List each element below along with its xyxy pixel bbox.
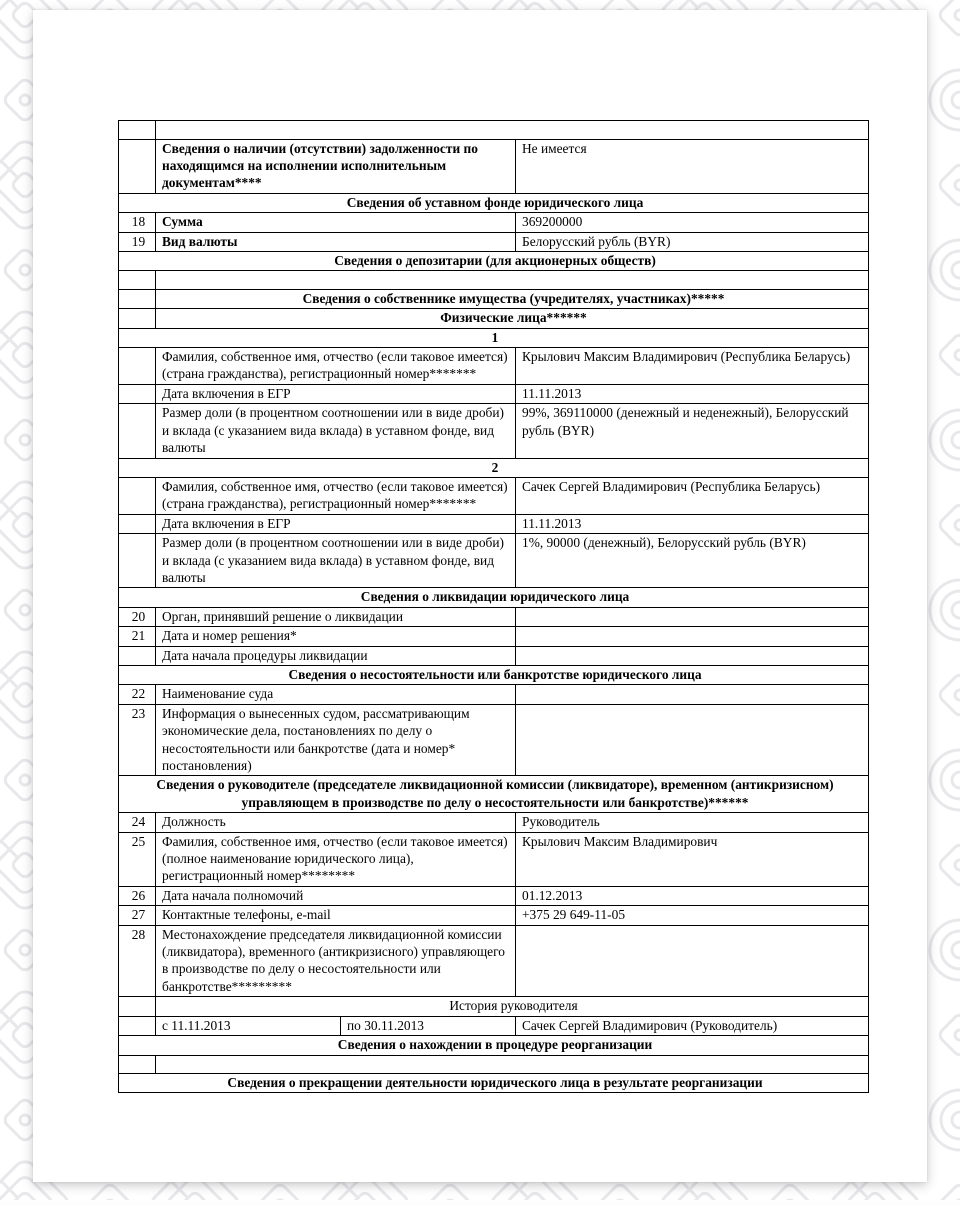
field-label: Дата начала полномочий xyxy=(156,886,516,905)
section-header-row xyxy=(119,328,869,347)
egr-extract-table xyxy=(118,120,869,1093)
section-title: Сведения о руководителе (председателе ликвидационной комиссии (ликвидаторе), временном (антикризисном) управляющем в производстве по делу о несостоятельности или банкротстве)****** xyxy=(119,776,869,813)
field-label: Сведения о наличии (отсутствии) задолженности по находящимся на исполнении исполнительным документам**** xyxy=(156,139,516,193)
section-header-row xyxy=(119,665,869,684)
section-title: Сведения о депозитарии (для акционерных обществ) xyxy=(119,251,869,270)
field-label: Фамилия, собственное имя, отчество (если таковое имеется) (полное наименование юридического лица), регистрационный номер******** xyxy=(156,832,516,886)
history-to-date: по 30.11.2013 xyxy=(341,1016,516,1035)
field-label: Дата включения в ЕГР xyxy=(156,514,516,533)
row-number-cell xyxy=(119,514,156,533)
row-number-cell xyxy=(119,139,156,193)
field-value: Сачек Сергей Владимирович (Республика Беларусь) xyxy=(516,477,869,514)
field-row xyxy=(119,704,869,776)
field-row xyxy=(119,384,869,403)
field-value xyxy=(516,627,869,646)
field-row xyxy=(119,534,869,588)
subsection-title: Физические лица****** xyxy=(156,309,869,328)
row-number-cell: 27 xyxy=(119,906,156,925)
row-number-cell xyxy=(119,534,156,588)
section-header-row xyxy=(119,251,869,270)
field-row xyxy=(119,404,869,458)
row-number-cell xyxy=(119,477,156,514)
empty-row xyxy=(119,1055,869,1074)
field-label: Размер доли (в процентном соотношении или в виде дроби) и вклада (с указанием вида вклада) в уставном фонде, вид валюты xyxy=(156,534,516,588)
field-value xyxy=(516,607,869,626)
empty-cell xyxy=(156,1055,869,1074)
field-label: Вид валюты xyxy=(156,232,516,251)
field-value xyxy=(516,685,869,704)
field-row xyxy=(119,477,869,514)
field-label: Дата начала процедуры ликвидации xyxy=(156,646,516,665)
row-number-cell xyxy=(119,121,156,140)
row-number-cell xyxy=(119,1055,156,1074)
field-value xyxy=(516,925,869,997)
subsection-header-row xyxy=(119,289,869,308)
row-number-cell: 21 xyxy=(119,627,156,646)
empty-row xyxy=(119,271,869,290)
field-row xyxy=(119,886,869,905)
row-number-cell xyxy=(119,271,156,290)
field-label: Фамилия, собственное имя, отчество (если таковое имеется) (страна гражданства), регистрационный номер******* xyxy=(156,477,516,514)
row-number-cell xyxy=(119,404,156,458)
row-number-cell: 22 xyxy=(119,685,156,704)
field-value: 11.11.2013 xyxy=(516,384,869,403)
row-number-cell: 19 xyxy=(119,232,156,251)
field-value: Крылович Максим Владимирович (Республика Беларусь) xyxy=(516,348,869,385)
field-row xyxy=(119,348,869,385)
row-number-cell: 23 xyxy=(119,704,156,776)
section-header-row xyxy=(119,776,869,813)
field-row xyxy=(119,213,869,232)
section-title: Сведения о прекращении деятельности юридического лица в результате реорганизации xyxy=(119,1074,869,1093)
field-row xyxy=(119,906,869,925)
field-row xyxy=(119,139,869,193)
section-title: Сведения об уставном фонде юридического лица xyxy=(119,193,869,212)
field-value: Крылович Максим Владимирович xyxy=(516,832,869,886)
row-number-cell: 20 xyxy=(119,607,156,626)
field-label: Местонахождение председателя ликвидационной комиссии (ликвидатора), временного (антикризисного) управляющего в производстве по делу о несостоятельности или банкротстве********* xyxy=(156,925,516,997)
field-value: 11.11.2013 xyxy=(516,514,869,533)
history-person: Сачек Сергей Владимирович (Руководитель) xyxy=(516,1016,869,1035)
field-value: 99%, 369110000 (денежный и неденежный), Белорусский рубль (BYR) xyxy=(516,404,869,458)
field-value xyxy=(516,646,869,665)
field-value: Руководитель xyxy=(516,813,869,832)
section-header-row xyxy=(119,1036,869,1055)
row-number-cell: 28 xyxy=(119,925,156,997)
subsection-header-row xyxy=(119,997,869,1016)
row-number-cell: 18 xyxy=(119,213,156,232)
egr-table-body xyxy=(119,121,869,1093)
field-row xyxy=(119,685,869,704)
field-value: 1%, 90000 (денежный), Белорусский рубль (BYR) xyxy=(516,534,869,588)
field-value: 369200000 xyxy=(516,213,869,232)
empty-cell xyxy=(156,271,869,290)
row-number-cell: 24 xyxy=(119,813,156,832)
field-value: 01.12.2013 xyxy=(516,886,869,905)
section-header-row xyxy=(119,458,869,477)
field-label: Размер доли (в процентном соотношении или в виде дроби) и вклада (с указанием вида вклада) в уставном фонде, вид валюты xyxy=(156,404,516,458)
field-row xyxy=(119,646,869,665)
section-title: Сведения о нахождении в процедуре реорганизации xyxy=(119,1036,869,1055)
section-header-row xyxy=(119,588,869,607)
field-row xyxy=(119,813,869,832)
history-from-date: с 11.11.2013 xyxy=(156,1016,341,1035)
field-value: Белорусский рубль (BYR) xyxy=(516,232,869,251)
section-header-row xyxy=(119,193,869,212)
subsection-title: Сведения о собственнике имущества (учредителях, участниках)***** xyxy=(156,289,869,308)
row-number-cell xyxy=(119,289,156,308)
field-label: Фамилия, собственное имя, отчество (если таковое имеется) (страна гражданства), регистрационный номер******* xyxy=(156,348,516,385)
row-number-cell xyxy=(119,1016,156,1035)
field-row xyxy=(119,607,869,626)
row-number-cell xyxy=(119,348,156,385)
section-title: Сведения о ликвидации юридического лица xyxy=(119,588,869,607)
field-label: Орган, принявший решение о ликвидации xyxy=(156,607,516,626)
section-header-row xyxy=(119,1074,869,1093)
document-page xyxy=(33,10,927,1182)
section-title: 2 xyxy=(119,458,869,477)
field-value: +375 29 649-11-05 xyxy=(516,906,869,925)
field-row xyxy=(119,514,869,533)
field-row xyxy=(119,627,869,646)
subsection-title: История руководителя xyxy=(156,997,869,1016)
row-number-cell xyxy=(119,384,156,403)
field-label: Информация о вынесенных судом, рассматривающим экономические дела, постановлениях по делу о несостоятельности или банкротстве (дата и номер* постановления) xyxy=(156,704,516,776)
field-row xyxy=(119,232,869,251)
row-number-cell: 25 xyxy=(119,832,156,886)
row-number-cell xyxy=(119,646,156,665)
field-row xyxy=(119,925,869,997)
empty-row xyxy=(119,121,869,140)
field-row xyxy=(119,832,869,886)
section-title: Сведения о несостоятельности или банкротстве юридического лица xyxy=(119,665,869,684)
field-label: Дата и номер решения* xyxy=(156,627,516,646)
history-row xyxy=(119,1016,869,1035)
field-label: Должность xyxy=(156,813,516,832)
section-title: 1 xyxy=(119,328,869,347)
field-label: Контактные телефоны, e-mail xyxy=(156,906,516,925)
row-number-cell xyxy=(119,309,156,328)
field-value: Не имеется xyxy=(516,139,869,193)
field-label: Наименование суда xyxy=(156,685,516,704)
row-number-cell xyxy=(119,997,156,1016)
field-label: Сумма xyxy=(156,213,516,232)
field-value xyxy=(516,704,869,776)
row-number-cell: 26 xyxy=(119,886,156,905)
field-label: Дата включения в ЕГР xyxy=(156,384,516,403)
subsection-header-row xyxy=(119,309,869,328)
empty-cell xyxy=(156,121,869,140)
